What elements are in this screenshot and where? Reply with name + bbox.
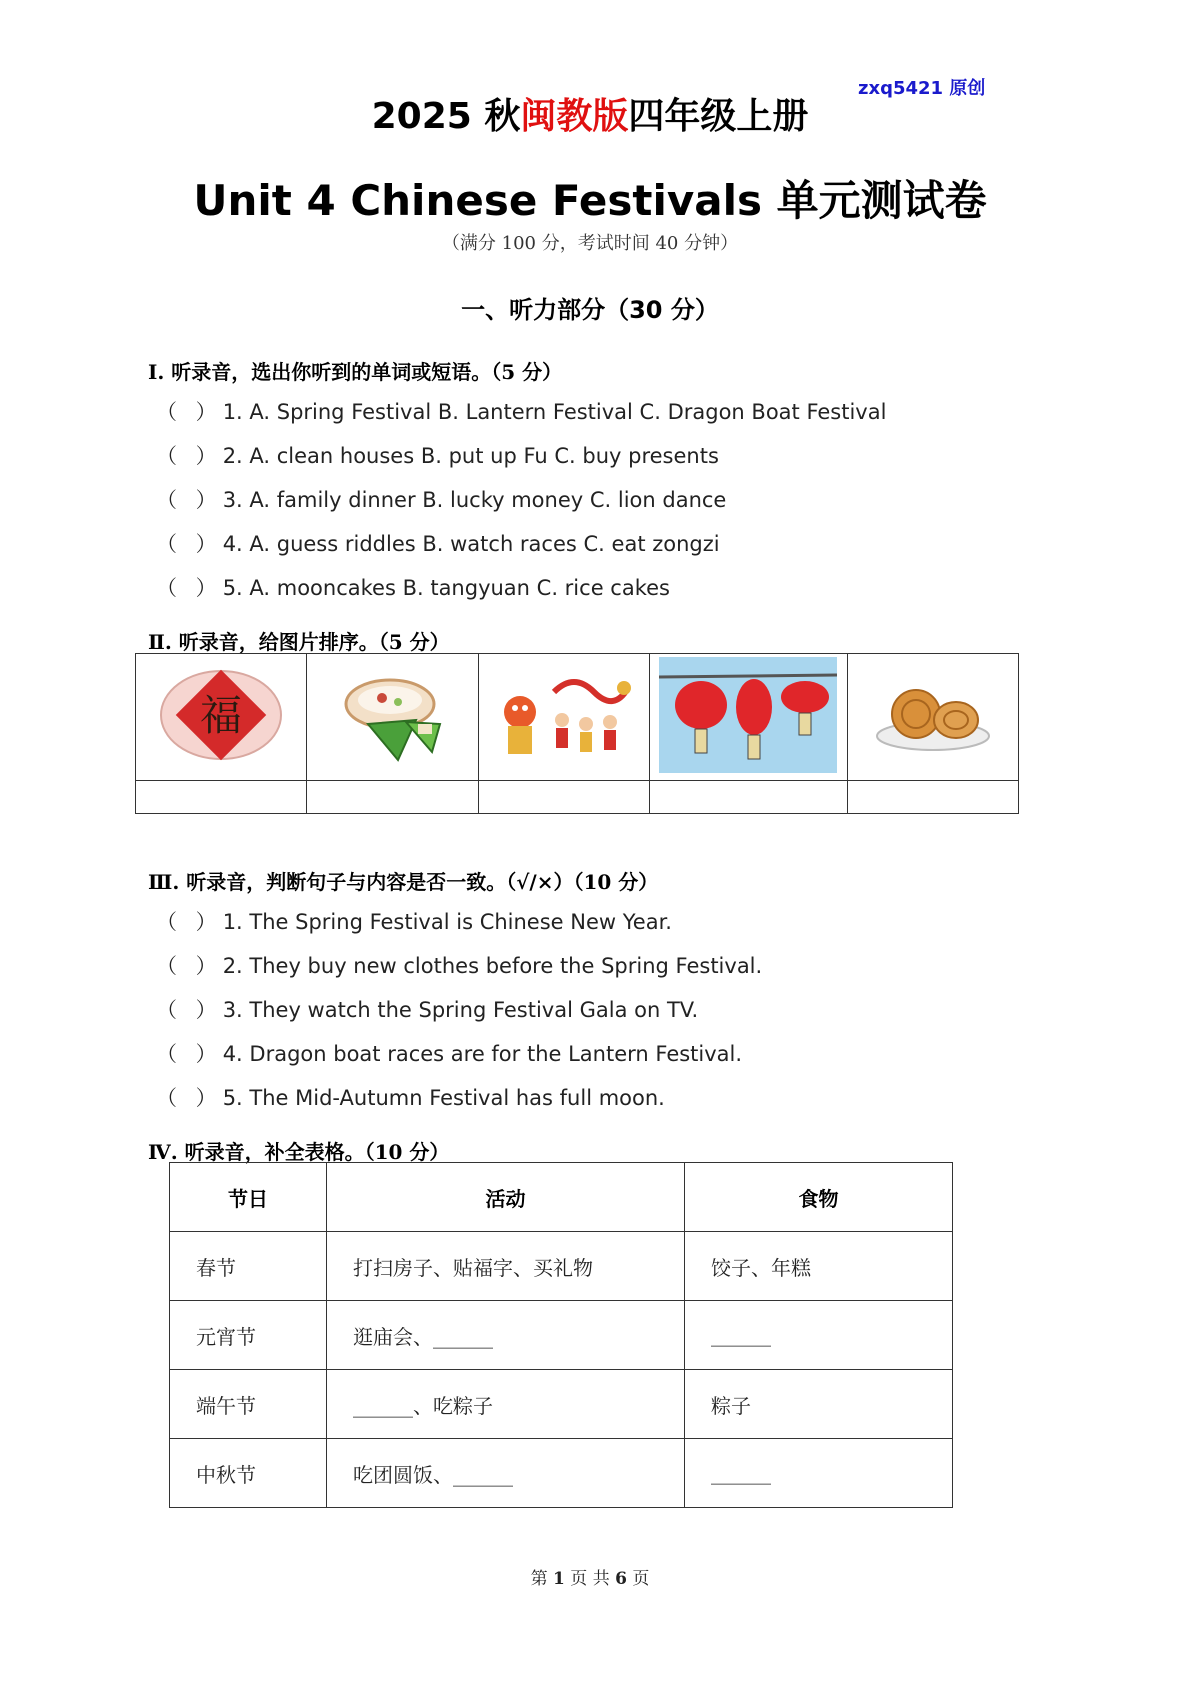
- footer-middle: 页 共: [570, 1569, 610, 1589]
- zongzi-icon: [328, 662, 458, 768]
- page-footer: [0, 1564, 1180, 1589]
- picture-cell: [478, 654, 649, 781]
- table-cell[interactable]: ______: [685, 1439, 953, 1508]
- list-item: [156, 528, 720, 558]
- table-cell: 春节: [170, 1232, 327, 1301]
- part3-heading: Ⅲ. 听录音，判断句子与内容是否一致。（√/×）（10 分）: [148, 870, 659, 894]
- column-header: 食物: [685, 1163, 953, 1232]
- list-item: [156, 994, 698, 1024]
- item-text: 5. The Mid-Autumn Festival has full moon.: [222, 1086, 665, 1110]
- table-cell[interactable]: 逛庙会、______: [327, 1301, 685, 1370]
- item-text: 3. A. family dinner B. lucky money C. lion dance: [222, 488, 727, 512]
- table-cell: 元宵节: [170, 1301, 327, 1370]
- unit-title: Unit 4 Chinese Festivals 单元测试卷: [193, 176, 987, 225]
- order-answer-cell[interactable]: [307, 781, 478, 814]
- page-title: [0, 88, 1180, 139]
- table-cell: 粽子: [685, 1370, 953, 1439]
- section-heading-listening: 一、听力部分（30 分）: [461, 296, 719, 324]
- list-item: [156, 484, 726, 514]
- table-cell: 中秋节: [170, 1439, 327, 1508]
- list-item: [156, 396, 886, 426]
- picture-cell: [136, 654, 307, 781]
- list-item: [156, 1038, 742, 1068]
- table-row: [170, 1232, 953, 1301]
- item-text: 2. They buy new clothes before the Spring Festival.: [222, 954, 763, 978]
- title-highlight: 闽教版: [520, 96, 629, 137]
- red-lanterns-icon: [659, 657, 837, 773]
- table-cell[interactable]: ______: [685, 1301, 953, 1370]
- footer-prefix: 第: [530, 1569, 548, 1589]
- list-item: [156, 440, 719, 470]
- list-item: [156, 572, 670, 602]
- answer-bracket[interactable]: （ ）: [156, 910, 223, 934]
- festival-table: [169, 1162, 953, 1508]
- part1-heading: Ⅰ. 听录音，选出你听到的单词或短语。（5 分）: [148, 360, 563, 384]
- order-answer-cell[interactable]: [478, 781, 649, 814]
- table-cell: 饺子、年糕: [685, 1232, 953, 1301]
- mooncakes-icon: [868, 662, 998, 768]
- title-suffix: 四年级上册: [628, 96, 809, 137]
- picture-cell: [847, 654, 1018, 781]
- table-row: [170, 1301, 953, 1370]
- table-cell: 端午节: [170, 1370, 327, 1439]
- answer-bracket[interactable]: （ ）: [156, 444, 223, 468]
- table-cell[interactable]: ______、吃粽子: [327, 1370, 685, 1439]
- table-row: [170, 1370, 953, 1439]
- order-answer-cell[interactable]: [847, 781, 1018, 814]
- column-header: 活动: [327, 1163, 685, 1232]
- picture-cell: [307, 654, 478, 781]
- answer-bracket[interactable]: （ ）: [156, 1042, 223, 1066]
- answer-bracket[interactable]: （ ）: [156, 488, 223, 512]
- picture-order-table: [135, 653, 1019, 814]
- item-text: 2. A. clean houses B. put up Fu C. buy presents: [222, 444, 719, 468]
- table-cell[interactable]: 吃团圆饭、______: [327, 1439, 685, 1508]
- item-text: 1. The Spring Festival is Chinese New Year.: [222, 910, 672, 934]
- picture-cell: [650, 654, 847, 781]
- footer-page-number: 1: [553, 1569, 565, 1589]
- answer-bracket[interactable]: （ ）: [156, 1086, 223, 1110]
- order-answer-cell[interactable]: [650, 781, 847, 814]
- watermark-label: zxq5421 原创: [858, 78, 986, 99]
- list-item: [156, 950, 762, 980]
- list-item: [156, 906, 672, 936]
- table-cell: 打扫房子、贴福字、买礼物: [327, 1232, 685, 1301]
- list-item: [156, 1082, 665, 1112]
- item-text: 1. A. Spring Festival B. Lantern Festival C. Dragon Boat Festival: [222, 400, 887, 424]
- part2-heading: Ⅱ. 听录音，给图片排序。（5 分）: [148, 630, 450, 654]
- table-row: [170, 1439, 953, 1508]
- order-answer-cell[interactable]: [136, 781, 307, 814]
- answer-bracket[interactable]: （ ）: [156, 400, 223, 424]
- fu-character-icon: [156, 662, 286, 768]
- fu-character: 福: [200, 691, 243, 740]
- table-header-row: [170, 1163, 953, 1232]
- lion-dance-icon: [494, 662, 634, 768]
- answer-bracket[interactable]: （ ）: [156, 998, 223, 1022]
- footer-total-pages: 6: [615, 1569, 627, 1589]
- item-text: 4. Dragon boat races are for the Lantern Festival.: [222, 1042, 743, 1066]
- answer-bracket[interactable]: （ ）: [156, 576, 223, 600]
- answer-bracket[interactable]: （ ）: [156, 954, 223, 978]
- column-header: 节日: [170, 1163, 327, 1232]
- footer-suffix: 页: [632, 1569, 650, 1589]
- item-text: 3. They watch the Spring Festival Gala on TV.: [222, 998, 699, 1022]
- exam-info: （满分 100 分，考试时间 40 分钟）: [441, 233, 739, 254]
- item-text: 4. A. guess riddles B. watch races C. eat zongzi: [222, 532, 720, 556]
- part4-heading: Ⅳ. 听录音，补全表格。（10 分）: [148, 1140, 450, 1164]
- item-text: 5. A. mooncakes B. tangyuan C. rice cakes: [222, 576, 670, 600]
- title-prefix: 2025 秋: [371, 96, 521, 137]
- answer-bracket[interactable]: （ ）: [156, 532, 223, 556]
